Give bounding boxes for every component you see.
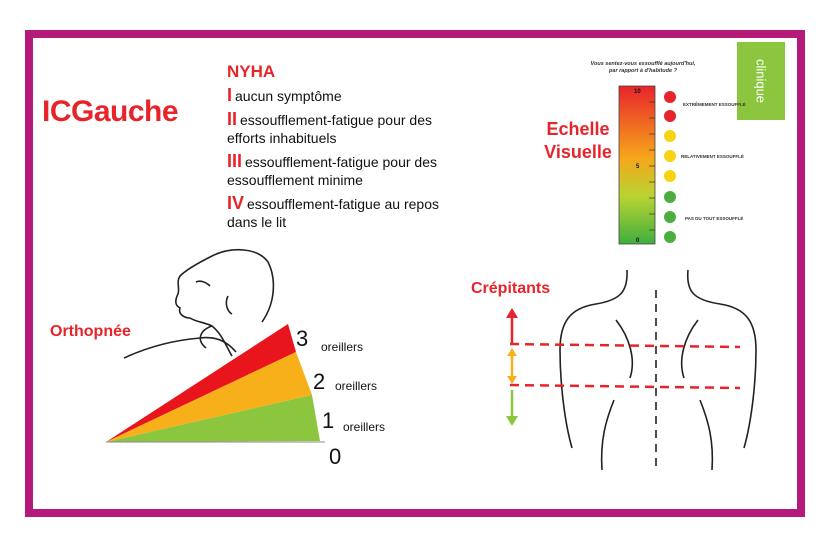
pillow-num-3: 3 bbox=[296, 326, 309, 351]
scale-label-mid: RELATIVEMENT ESSOUFFLÉ bbox=[681, 154, 744, 159]
page-title: ICGauche bbox=[42, 95, 179, 128]
echelle-title-line2: Visuelle bbox=[544, 142, 612, 162]
face-icon-green bbox=[664, 191, 676, 203]
pillow-label-1: oreillers bbox=[343, 420, 386, 434]
nyha-text: aucun symptôme bbox=[235, 88, 342, 104]
back-torso-illustration bbox=[560, 270, 756, 470]
pillow-label-3: oreillers bbox=[321, 340, 364, 354]
patient-head-illustration bbox=[124, 250, 273, 358]
nyha-heading: NYHA bbox=[227, 62, 276, 81]
scale-mid-value: 5 bbox=[636, 164, 640, 170]
crepitants-label: Crépitants bbox=[471, 280, 551, 297]
pillow-num-1: 1 bbox=[322, 408, 335, 433]
clinique-tab-label: clinique bbox=[753, 58, 769, 104]
scale-question-line2: par rapport à d'habitude ? bbox=[609, 68, 677, 74]
scale-top-value: 10 bbox=[634, 89, 641, 95]
pillow-wedges bbox=[106, 324, 325, 442]
scale-label-high: EXTRÊMEMENT ESSOUFFLÉ bbox=[683, 102, 746, 107]
face-icon-green bbox=[664, 211, 676, 223]
visual-scale bbox=[619, 86, 746, 244]
nyha-roman: II bbox=[227, 108, 238, 129]
crepitant-levels bbox=[510, 344, 740, 388]
face-icon-green bbox=[664, 231, 676, 243]
nyha-roman: III bbox=[227, 150, 243, 171]
crepitant-arrows bbox=[506, 308, 518, 426]
nyha-text: essoufflement-fatigue pour des essoufflement minime bbox=[227, 153, 437, 188]
nyha-roman: IV bbox=[227, 192, 245, 213]
face-icon-red bbox=[664, 91, 676, 103]
nyha-text: essoufflement-fatigue au repos dans le lit bbox=[227, 195, 439, 230]
nyha-roman: I bbox=[227, 85, 233, 105]
pillow-label-2: oreillers bbox=[335, 379, 378, 393]
nyha-text: essoufflement-fatigue pour des efforts inhabituels bbox=[227, 111, 432, 146]
scale-label-low: PAS DU TOUT ESSOUFFLÉ bbox=[685, 216, 744, 221]
pillow-num-2: 2 bbox=[313, 369, 326, 394]
face-icon-yellow bbox=[664, 130, 676, 142]
orthopnee-label: Orthopnée bbox=[50, 323, 131, 340]
scale-bottom-value: 0 bbox=[636, 238, 640, 244]
scale-question-line1: Vous sentez-vous essoufflé aujourd'hui, bbox=[590, 61, 696, 67]
face-icon-red bbox=[664, 110, 676, 122]
face-icon-yellow bbox=[664, 170, 676, 182]
pillow-num-0: 0 bbox=[329, 444, 342, 469]
echelle-title-line1: Echelle bbox=[546, 119, 610, 139]
face-icon-yellow bbox=[664, 150, 676, 162]
